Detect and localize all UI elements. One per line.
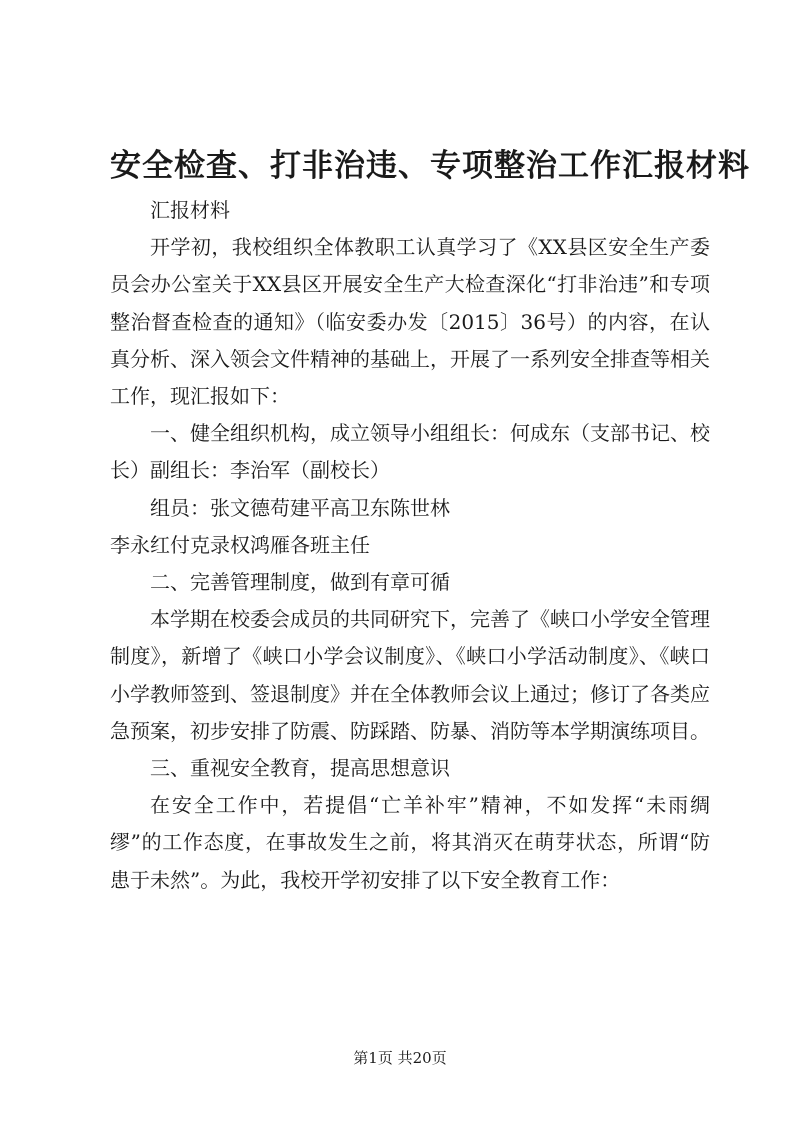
paragraph-section-3-body: 在安全工作中，若提倡“亡羊补牢”精神，不如发挥“未雨绸缪”的工作态度，在事故发生之前，将其消灭在萌芽状态，所谓“防患于未然”。为此，我校开学初安排了以下安全教育工作： <box>110 793 710 892</box>
paragraph-section-1: 一、健全组织机构，成立领导小组组长：何成东（支部书记、校长）副组长：李治军（副校长） <box>110 421 710 483</box>
paragraph-members: 组员：张文德苟建平高卫东陈世林 <box>150 495 450 520</box>
paragraph-section-2-heading: 二、完善管理制度，做到有章可循 <box>150 570 450 595</box>
paragraph-subtitle: 汇报材料 <box>150 198 230 222</box>
document-body <box>110 192 710 899</box>
paragraph-section-2-body: 本学期在校委会成员的共同研究下，完善了《峡口小学安全管理制度》，新增了《峡口小学会议制度》、《峡口小学活动制度》、《峡口小学教师签到、签退制度》并在全体教师会议上通过；修订了各类应急预案，初步安排了防震、防踩踏、防暴、消防等本学期演练项目。 <box>110 607 710 743</box>
page-number-footer: 第1页 共20页 <box>353 1049 447 1067</box>
document-title: 安全检查、打非治违、专项整治工作汇报材料 <box>110 148 750 184</box>
paragraph-intro: 开学初，我校组织全体教职工认真学习了《XX县区安全生产委员会办公室关于XX县区开展安全生产大检查深化“打非治违”和专项整治督查检查的通知》（临安委办发〔2015〕36号）的内容，在认真分析、深入领会文件精神的基础上，开展了一系列安全排查等相关工作，现汇报如下： <box>110 235 710 409</box>
paragraph-section-3-heading: 三、重视安全教育，提高思想意识 <box>150 756 450 781</box>
paragraph-members-cont: 李永红付克录权鸿雁各班主任 <box>110 532 370 557</box>
